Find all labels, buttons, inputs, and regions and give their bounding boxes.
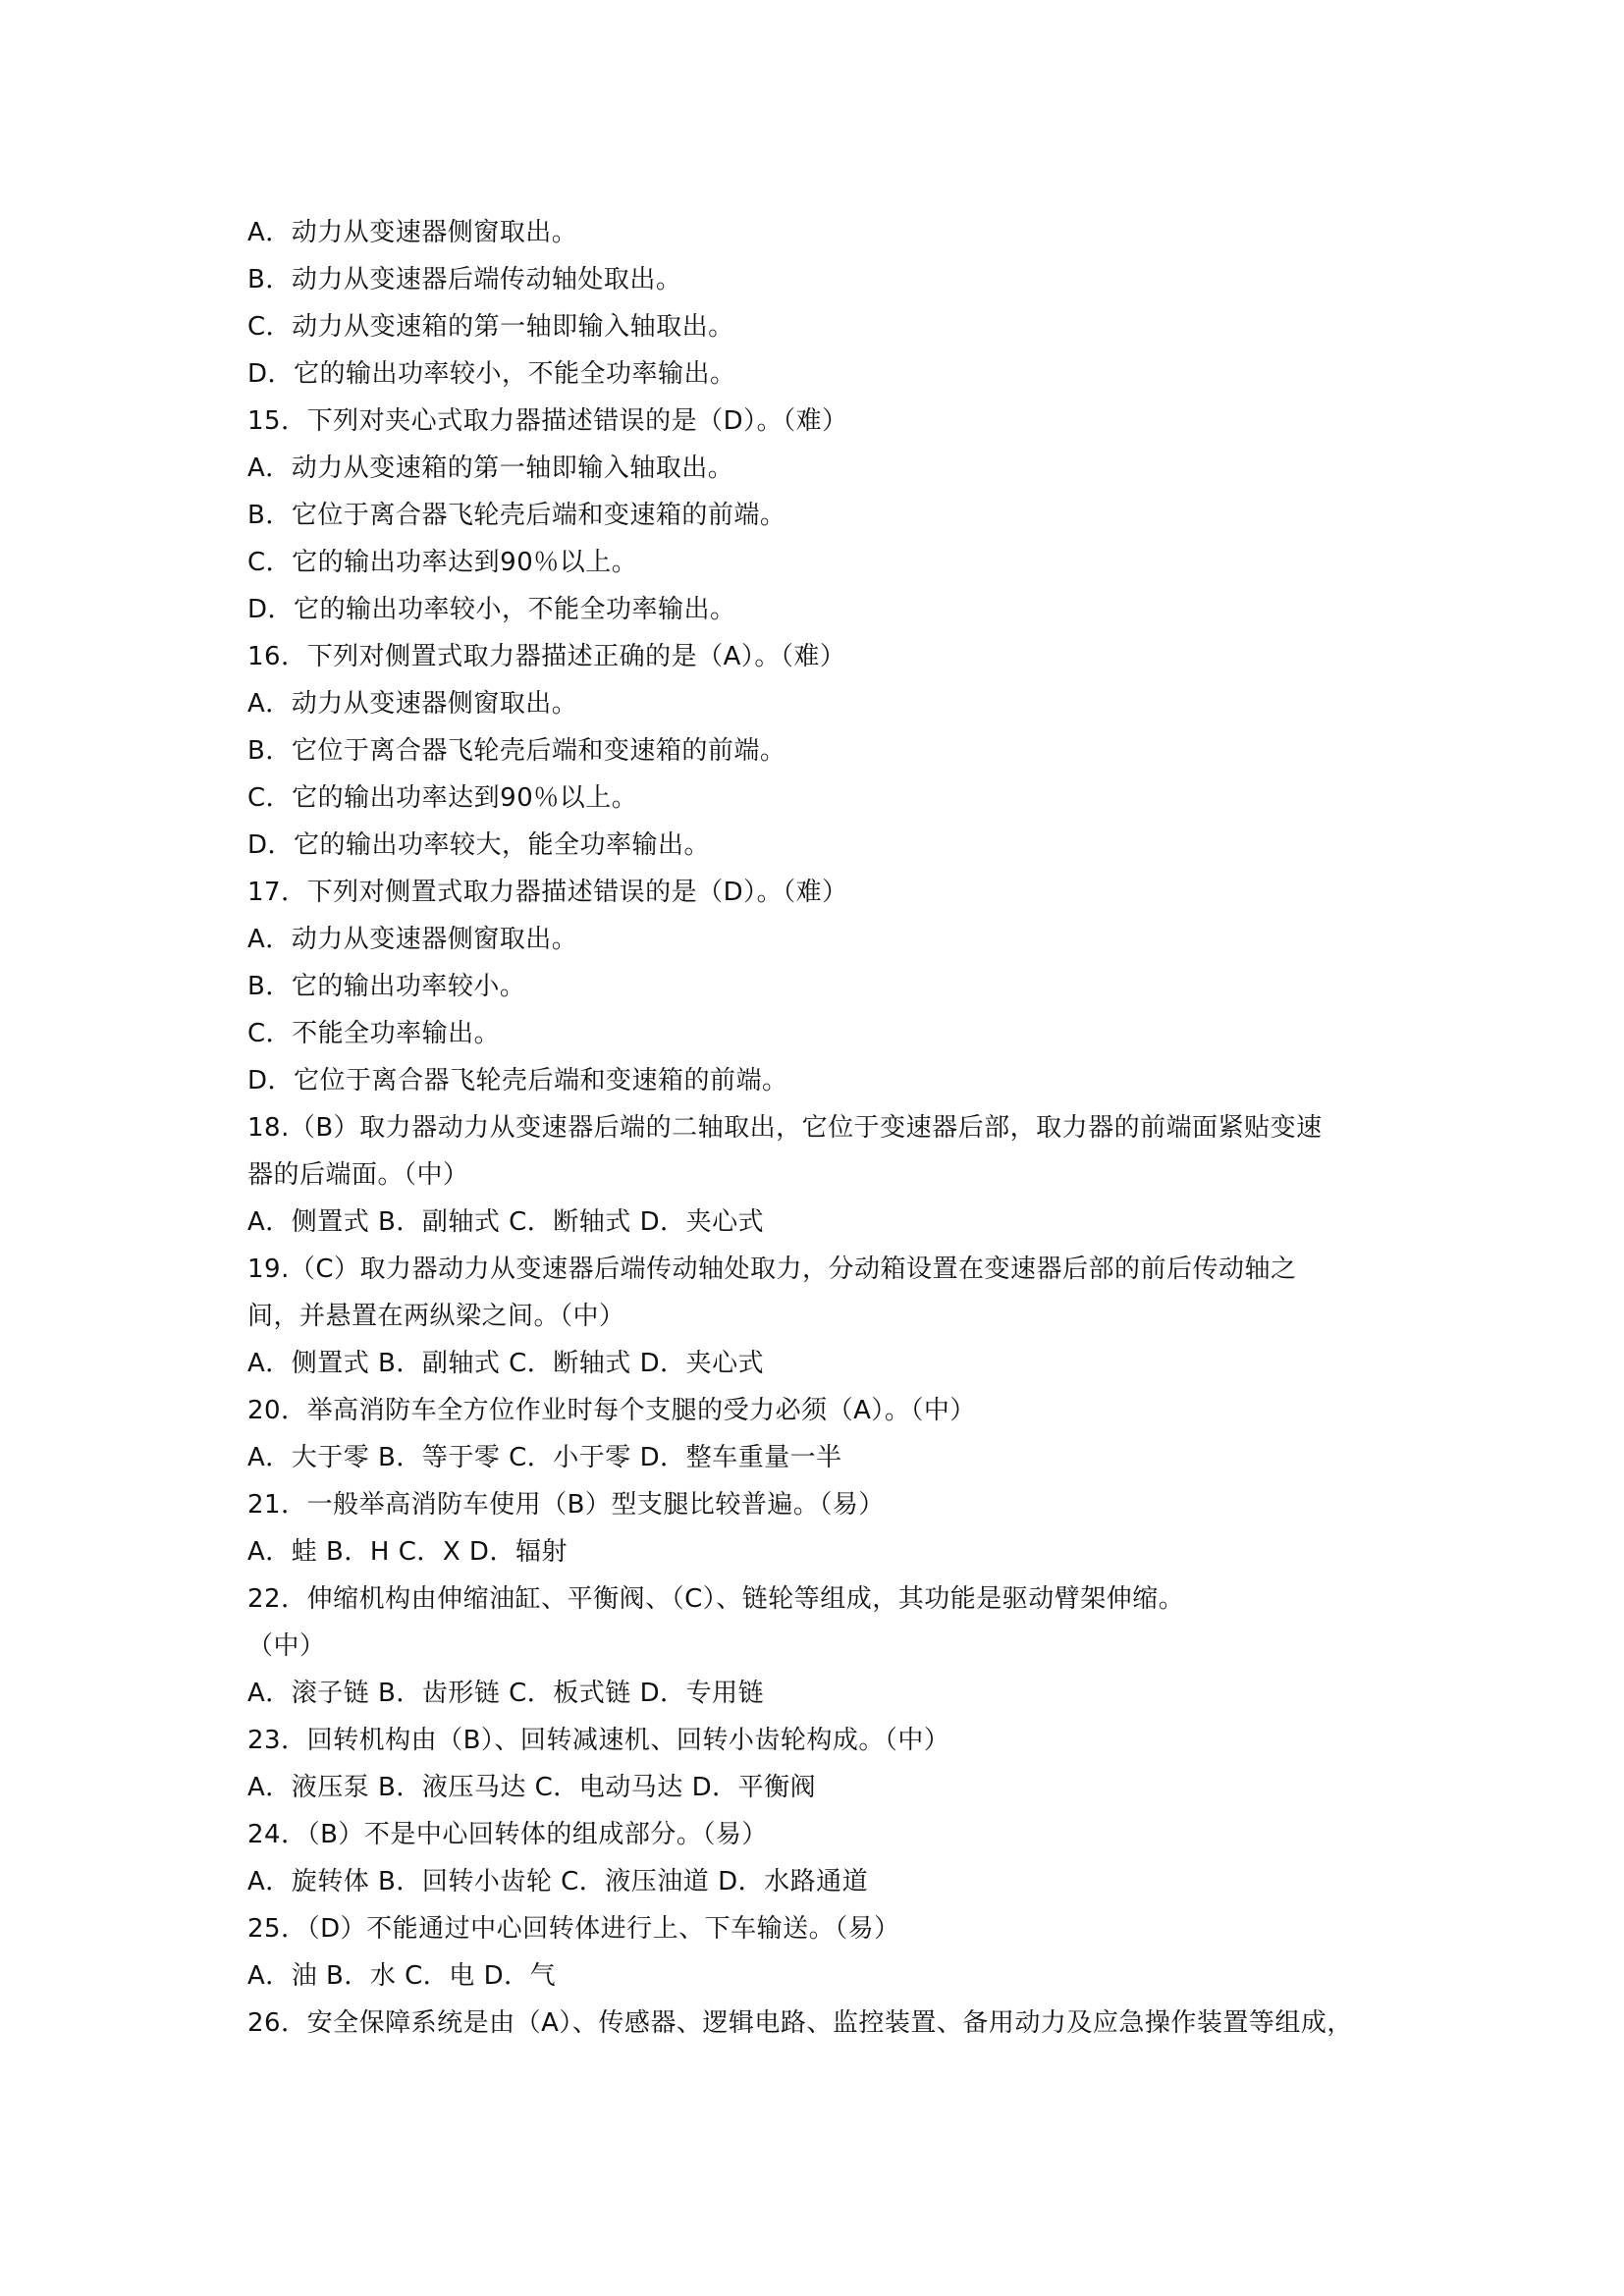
text-line: A．动力从变速器侧窗取出。 xyxy=(247,925,578,954)
text-line: D．它的输出功率较小，不能全功率输出。 xyxy=(247,359,736,389)
question-line: 25．（D）不能通过中心回转体进行上、下车输送。（易） xyxy=(247,1914,900,1944)
question-line: 23．回转机构由（B）、回转减速机、回转小齿轮构成。（中） xyxy=(247,1726,950,1755)
text-line: B．它的输出功率较小。 xyxy=(247,972,526,1001)
text-line: A．液压泵 B．液压马达 C．电动马达 D．平衡阀 xyxy=(247,1773,817,1802)
text-line: A．蛙 B．H C．X D．辐射 xyxy=(247,1537,568,1567)
question-line: 15．下列对夹心式取力器描述错误的是（D）。（难） xyxy=(247,406,848,436)
text-line: 间，并悬置在两纵梁之间。（中） xyxy=(247,1302,625,1331)
text-line: A．大于零 B．等于零 C．小于零 D．整车重量一半 xyxy=(247,1443,842,1472)
question-line: 20．举高消防车全方位作业时每个支腿的受力必须（A）。（中） xyxy=(247,1396,976,1425)
question-line: 16．下列对侧置式取力器描述正确的是（A）。（难） xyxy=(247,642,846,671)
question-line: 21．一般举高消防车使用（B）型支腿比较普遍。（易） xyxy=(247,1490,885,1520)
text-line: B．它位于离合器飞轮壳后端和变速箱的前端。 xyxy=(247,501,786,530)
text-line: C．它的输出功率达到90％以上。 xyxy=(247,783,638,813)
text-line: D．它的输出功率较小，不能全功率输出。 xyxy=(247,595,736,624)
text-line: A．侧置式 B．副轴式 C．断轴式 D．夹心式 xyxy=(247,1349,765,1378)
text-line: B．它位于离合器飞轮壳后端和变速箱的前端。 xyxy=(247,736,786,766)
text-line: A．动力从变速器侧窗取出。 xyxy=(247,689,578,719)
text-line: A．油 B．水 C．电 D．气 xyxy=(247,1961,557,1991)
text-line: C．不能全功率输出。 xyxy=(247,1019,501,1048)
text-line: B．动力从变速器后端传动轴处取出。 xyxy=(247,265,682,294)
document-body xyxy=(247,209,1391,2047)
text-line: （中） xyxy=(247,1631,326,1661)
question-line: 22．伸缩机构由伸缩油缸、平衡阀、（C）、链轮等组成，其功能是驱动臂架伸缩。 xyxy=(247,1584,1185,1614)
text-line: C．动力从变速箱的第一轴即输入轴取出。 xyxy=(247,312,734,342)
text-line: D．它的输出功率较大，能全功率输出。 xyxy=(247,830,711,860)
text-line: 器的后端面。（中） xyxy=(247,1160,469,1190)
question-line: 19.（C）取力器动力从变速器后端传动轴处取力，分动箱设置在变速器后部的前后传动轴之 xyxy=(247,1255,1297,1284)
question-line: 26．安全保障系统是由（A）、传感器、逻辑电路、监控装置、备用动力及应急操作装置等组成， xyxy=(247,2008,1353,2038)
text-line: A．动力从变速器侧窗取出。 xyxy=(247,218,578,247)
question-line: 18.（B）取力器动力从变速器后端的二轴取出，它位于变速器后部，取力器的前端面紧贴变速 xyxy=(247,1113,1323,1143)
text-line: C．它的输出功率达到90％以上。 xyxy=(247,548,638,577)
question-line: 24．（B）不是中心回转体的组成部分。（易） xyxy=(247,1820,768,1849)
text-line: A．旋转体 B．回转小齿轮 C．液压油道 D．水路通道 xyxy=(247,1867,869,1896)
text-line: D．它位于离合器飞轮壳后端和变速箱的前端。 xyxy=(247,1066,788,1095)
text-line: A．动力从变速箱的第一轴即输入轴取出。 xyxy=(247,454,734,483)
question-line: 17．下列对侧置式取力器描述错误的是（D）。（难） xyxy=(247,878,848,907)
text-line: A．滚子链 B．齿形链 C．板式链 D．专用链 xyxy=(247,1679,765,1708)
text-line: A．侧置式 B．副轴式 C．断轴式 D．夹心式 xyxy=(247,1207,765,1237)
